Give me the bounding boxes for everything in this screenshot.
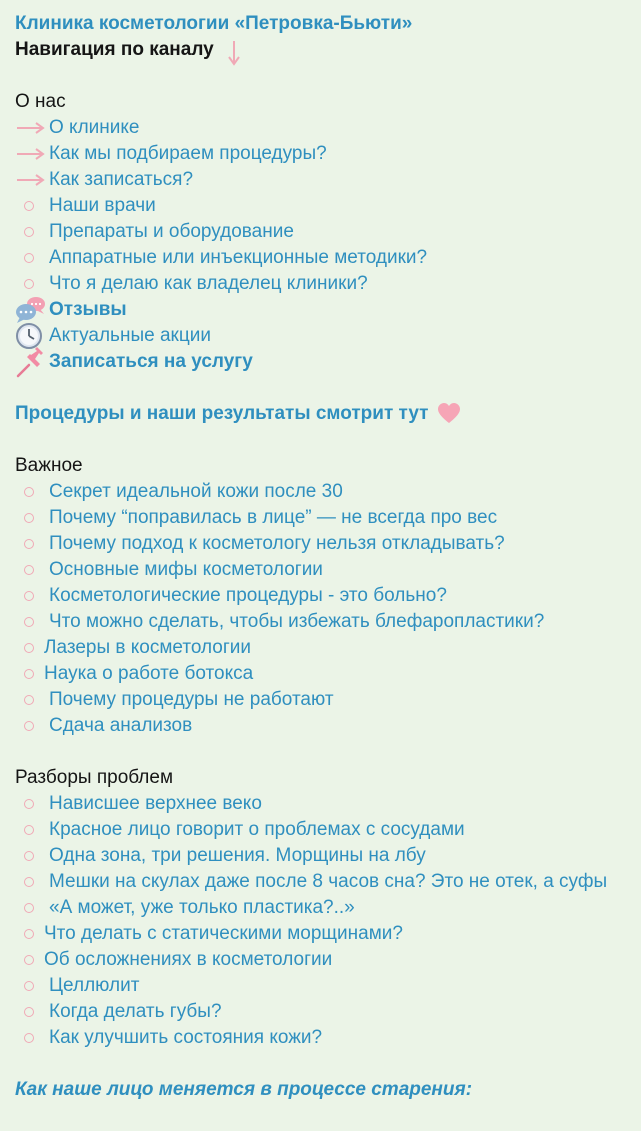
about-item-label: Что я делаю как владелец клиники? [49, 273, 368, 294]
circle-icon [15, 271, 49, 297]
about-item-equipment[interactable] [15, 219, 641, 245]
problem-item-label: Об осложнениях в косметологии [44, 949, 333, 970]
problem-item[interactable] [15, 843, 641, 869]
nav-heading-text: Навигация по каналу [15, 39, 214, 60]
problem-item-label: Одна зона, три решения. Морщины на лбу [49, 845, 426, 866]
problem-item-label: Что делать с статическими морщинами? [44, 923, 403, 944]
about-item-clinic[interactable] [15, 115, 641, 141]
circle-icon [15, 843, 49, 869]
problem-item-label: Нависшее верхнее веко [49, 793, 262, 814]
important-item[interactable] [15, 661, 641, 687]
important-item-label: Почему процедуры не работают [49, 689, 334, 710]
problem-item-label: Целлюлит [49, 975, 140, 996]
problem-item[interactable] [15, 973, 641, 999]
circle-icon [15, 973, 49, 999]
important-item[interactable] [15, 687, 641, 713]
problem-item[interactable] [15, 921, 641, 947]
important-item-label: Наука о работе ботокса [44, 663, 254, 684]
arrow-right-icon [15, 167, 49, 193]
pushpin-icon [15, 349, 49, 375]
arrow-right-icon [15, 141, 49, 167]
problem-item[interactable] [15, 1025, 641, 1051]
clock-icon [15, 323, 49, 349]
important-item[interactable] [15, 505, 641, 531]
about-item-label: Как записаться? [49, 169, 194, 190]
problem-item-wrapped[interactable] [15, 869, 615, 895]
reviews-label: Отзывы [49, 299, 127, 320]
circle-icon [15, 219, 49, 245]
circle-icon [15, 661, 44, 687]
reviews-link[interactable] [15, 297, 641, 323]
important-item[interactable] [15, 713, 641, 739]
circle-icon [15, 557, 49, 583]
about-item-owner[interactable] [15, 271, 641, 297]
important-item-label: Почему подход к косметологу нельзя откладывать? [49, 533, 505, 554]
important-item[interactable] [15, 609, 641, 635]
procedures-link-text: Процедуры и наши результаты смотрит тут [15, 403, 429, 424]
about-item-methods[interactable] [15, 245, 641, 271]
promos-link[interactable] [15, 323, 641, 349]
important-item[interactable] [15, 479, 641, 505]
important-heading: Важное [15, 455, 83, 476]
circle-icon [15, 505, 49, 531]
pink-heart-icon [436, 401, 462, 427]
about-item-label: Аппаратные или инъекционные методики? [49, 247, 428, 268]
important-item-label: Почему “поправилась в лице” — не всегда про вес [49, 507, 498, 528]
problem-item[interactable] [15, 947, 641, 973]
important-item-label: Основные мифы косметологии [49, 559, 323, 580]
problem-item[interactable] [15, 817, 641, 843]
problem-item-label: Как улучшить состояния кожи? [49, 1027, 323, 1048]
problem-item-label: Мешки на скулах даже после 8 часов сна? Это не отек, а суфы [49, 871, 608, 892]
about-item-label: Препараты и оборудование [49, 221, 294, 242]
important-item-label: Сдача анализов [49, 715, 193, 736]
circle-icon [15, 193, 49, 219]
problem-item-label: Когда делать губы? [49, 1001, 222, 1022]
about-item-label: О клинике [49, 117, 140, 138]
important-item-label: Что можно сделать, чтобы избежать блефаропластики? [49, 611, 545, 632]
important-item-label: Косметологические процедуры - это больно? [49, 585, 447, 606]
promos-label: Актуальные акции [49, 325, 211, 346]
problem-item[interactable] [15, 895, 641, 921]
important-item-label: Лазеры в косметологии [44, 637, 252, 658]
problem-item-label: «А может, уже только пластика?..» [49, 897, 355, 918]
arrow-right-icon [15, 115, 49, 141]
circle-icon [15, 791, 49, 817]
circle-icon [15, 687, 49, 713]
problem-item-label: Красное лицо говорит о проблемах с сосудами [49, 819, 465, 840]
about-heading: О нас [15, 91, 66, 112]
clinic-title-link[interactable]: Клиника косметологии «Петровка-Бьюти» [15, 13, 413, 34]
signup-link[interactable] [15, 349, 641, 375]
circle-icon [15, 531, 49, 557]
circle-icon [15, 817, 49, 843]
circle-icon [15, 479, 49, 505]
circle-icon [15, 895, 49, 921]
signup-label: Записаться на услугу [49, 351, 253, 372]
circle-icon [15, 921, 44, 947]
important-item-label: Секрет идеальной кожи после 30 [49, 481, 343, 502]
important-item[interactable] [15, 557, 641, 583]
speech-bubbles-icon [15, 297, 49, 323]
circle-icon [15, 947, 44, 973]
problem-item[interactable] [15, 791, 641, 817]
important-item[interactable] [15, 583, 641, 609]
circle-icon [15, 245, 49, 271]
problem-item[interactable] [15, 999, 641, 1025]
arrow-down-icon [222, 37, 248, 63]
circle-icon [15, 635, 44, 661]
about-item-label: Как мы подбираем процедуры? [49, 143, 327, 164]
circle-icon [15, 713, 49, 739]
about-item-label: Наши врачи [49, 195, 156, 216]
procedures-link[interactable] [15, 401, 641, 427]
about-item-doctors[interactable] [15, 193, 641, 219]
circle-icon [15, 869, 49, 895]
circle-icon [15, 609, 49, 635]
aging-link[interactable]: Как наше лицо меняется в процессе старения: [15, 1079, 473, 1100]
about-item-selection[interactable] [15, 141, 641, 167]
important-item[interactable] [15, 635, 641, 661]
circle-icon [15, 1025, 49, 1051]
nav-heading [15, 37, 641, 63]
circle-icon [15, 583, 49, 609]
circle-icon [15, 999, 49, 1025]
problems-heading: Разборы проблем [15, 767, 174, 788]
about-item-how-to-book[interactable] [15, 167, 641, 193]
important-item[interactable] [15, 531, 641, 557]
